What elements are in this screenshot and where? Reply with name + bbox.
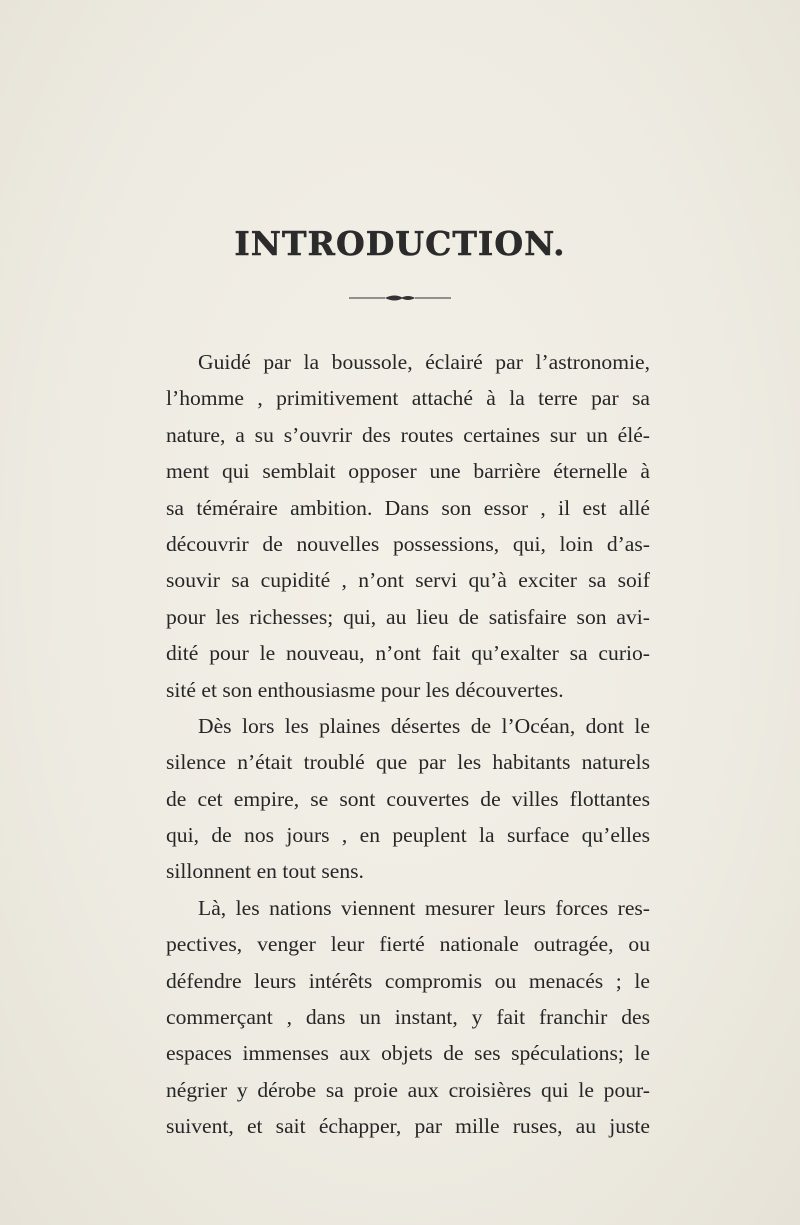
text-line: sillonnent en tout sens. bbox=[166, 859, 364, 884]
text-line: dité pour le nouveau, n’ont fait qu’exalter sa curio- bbox=[166, 641, 650, 666]
text-line: de cet empire, se sont couvertes de villes flottantes bbox=[166, 786, 650, 811]
text-line: Guidé par la boussole, éclairé par l’astronomie, bbox=[198, 350, 650, 374]
text-line: qui, de nos jours , en peuplent la surface qu’elles bbox=[166, 823, 650, 848]
text-line: pour les richesses; qui, au lieu de satisfaire son avi- bbox=[166, 604, 650, 629]
text-line: commerçant , dans un instant, y fait franchir des bbox=[166, 1005, 650, 1030]
paragraph bbox=[166, 890, 650, 1145]
text-line: ment qui semblait opposer une barrière éternelle à bbox=[166, 459, 650, 484]
text-line: défendre leurs intérêts compromis ou menacés ; le bbox=[166, 968, 650, 993]
text-line: Là, les nations viennent mesurer leurs forces res- bbox=[198, 895, 650, 920]
text-line: négrier y dérobe sa proie aux croisières qui le pour- bbox=[166, 1077, 650, 1102]
text-line: espaces immenses aux objets de ses spéculations; le bbox=[166, 1041, 650, 1066]
text-line: l’homme , primitivement attaché à la terre par sa bbox=[166, 386, 650, 411]
paragraph bbox=[166, 344, 650, 708]
text-line: silence n’était troublé que par les habitants naturels bbox=[166, 750, 650, 775]
page-title: INTRODUCTION. bbox=[234, 224, 566, 263]
text-line: souvir sa cupidité , n’ont servi qu’à exciter sa soif bbox=[166, 568, 650, 593]
paragraph bbox=[166, 708, 650, 890]
body-text bbox=[166, 344, 650, 1145]
text-line: Dès lors les plaines désertes de l’Océan, dont le bbox=[198, 713, 650, 738]
title-ornament bbox=[345, 292, 455, 304]
text-line: découvrir de nouvelles possessions, qui, loin d’as- bbox=[166, 531, 650, 556]
text-line: sa téméraire ambition. Dans son essor , il est allé bbox=[166, 495, 650, 520]
text-line: suivent, et sait échapper, par mille ruses, au juste bbox=[166, 1114, 650, 1139]
text-line: nature, a su s’ouvrir des routes certaines sur un élé- bbox=[166, 422, 650, 447]
text-line: pectives, venger leur fierté nationale outragée, ou bbox=[166, 932, 650, 957]
text-line: sité et son enthousiasme pour les découvertes. bbox=[166, 677, 564, 702]
